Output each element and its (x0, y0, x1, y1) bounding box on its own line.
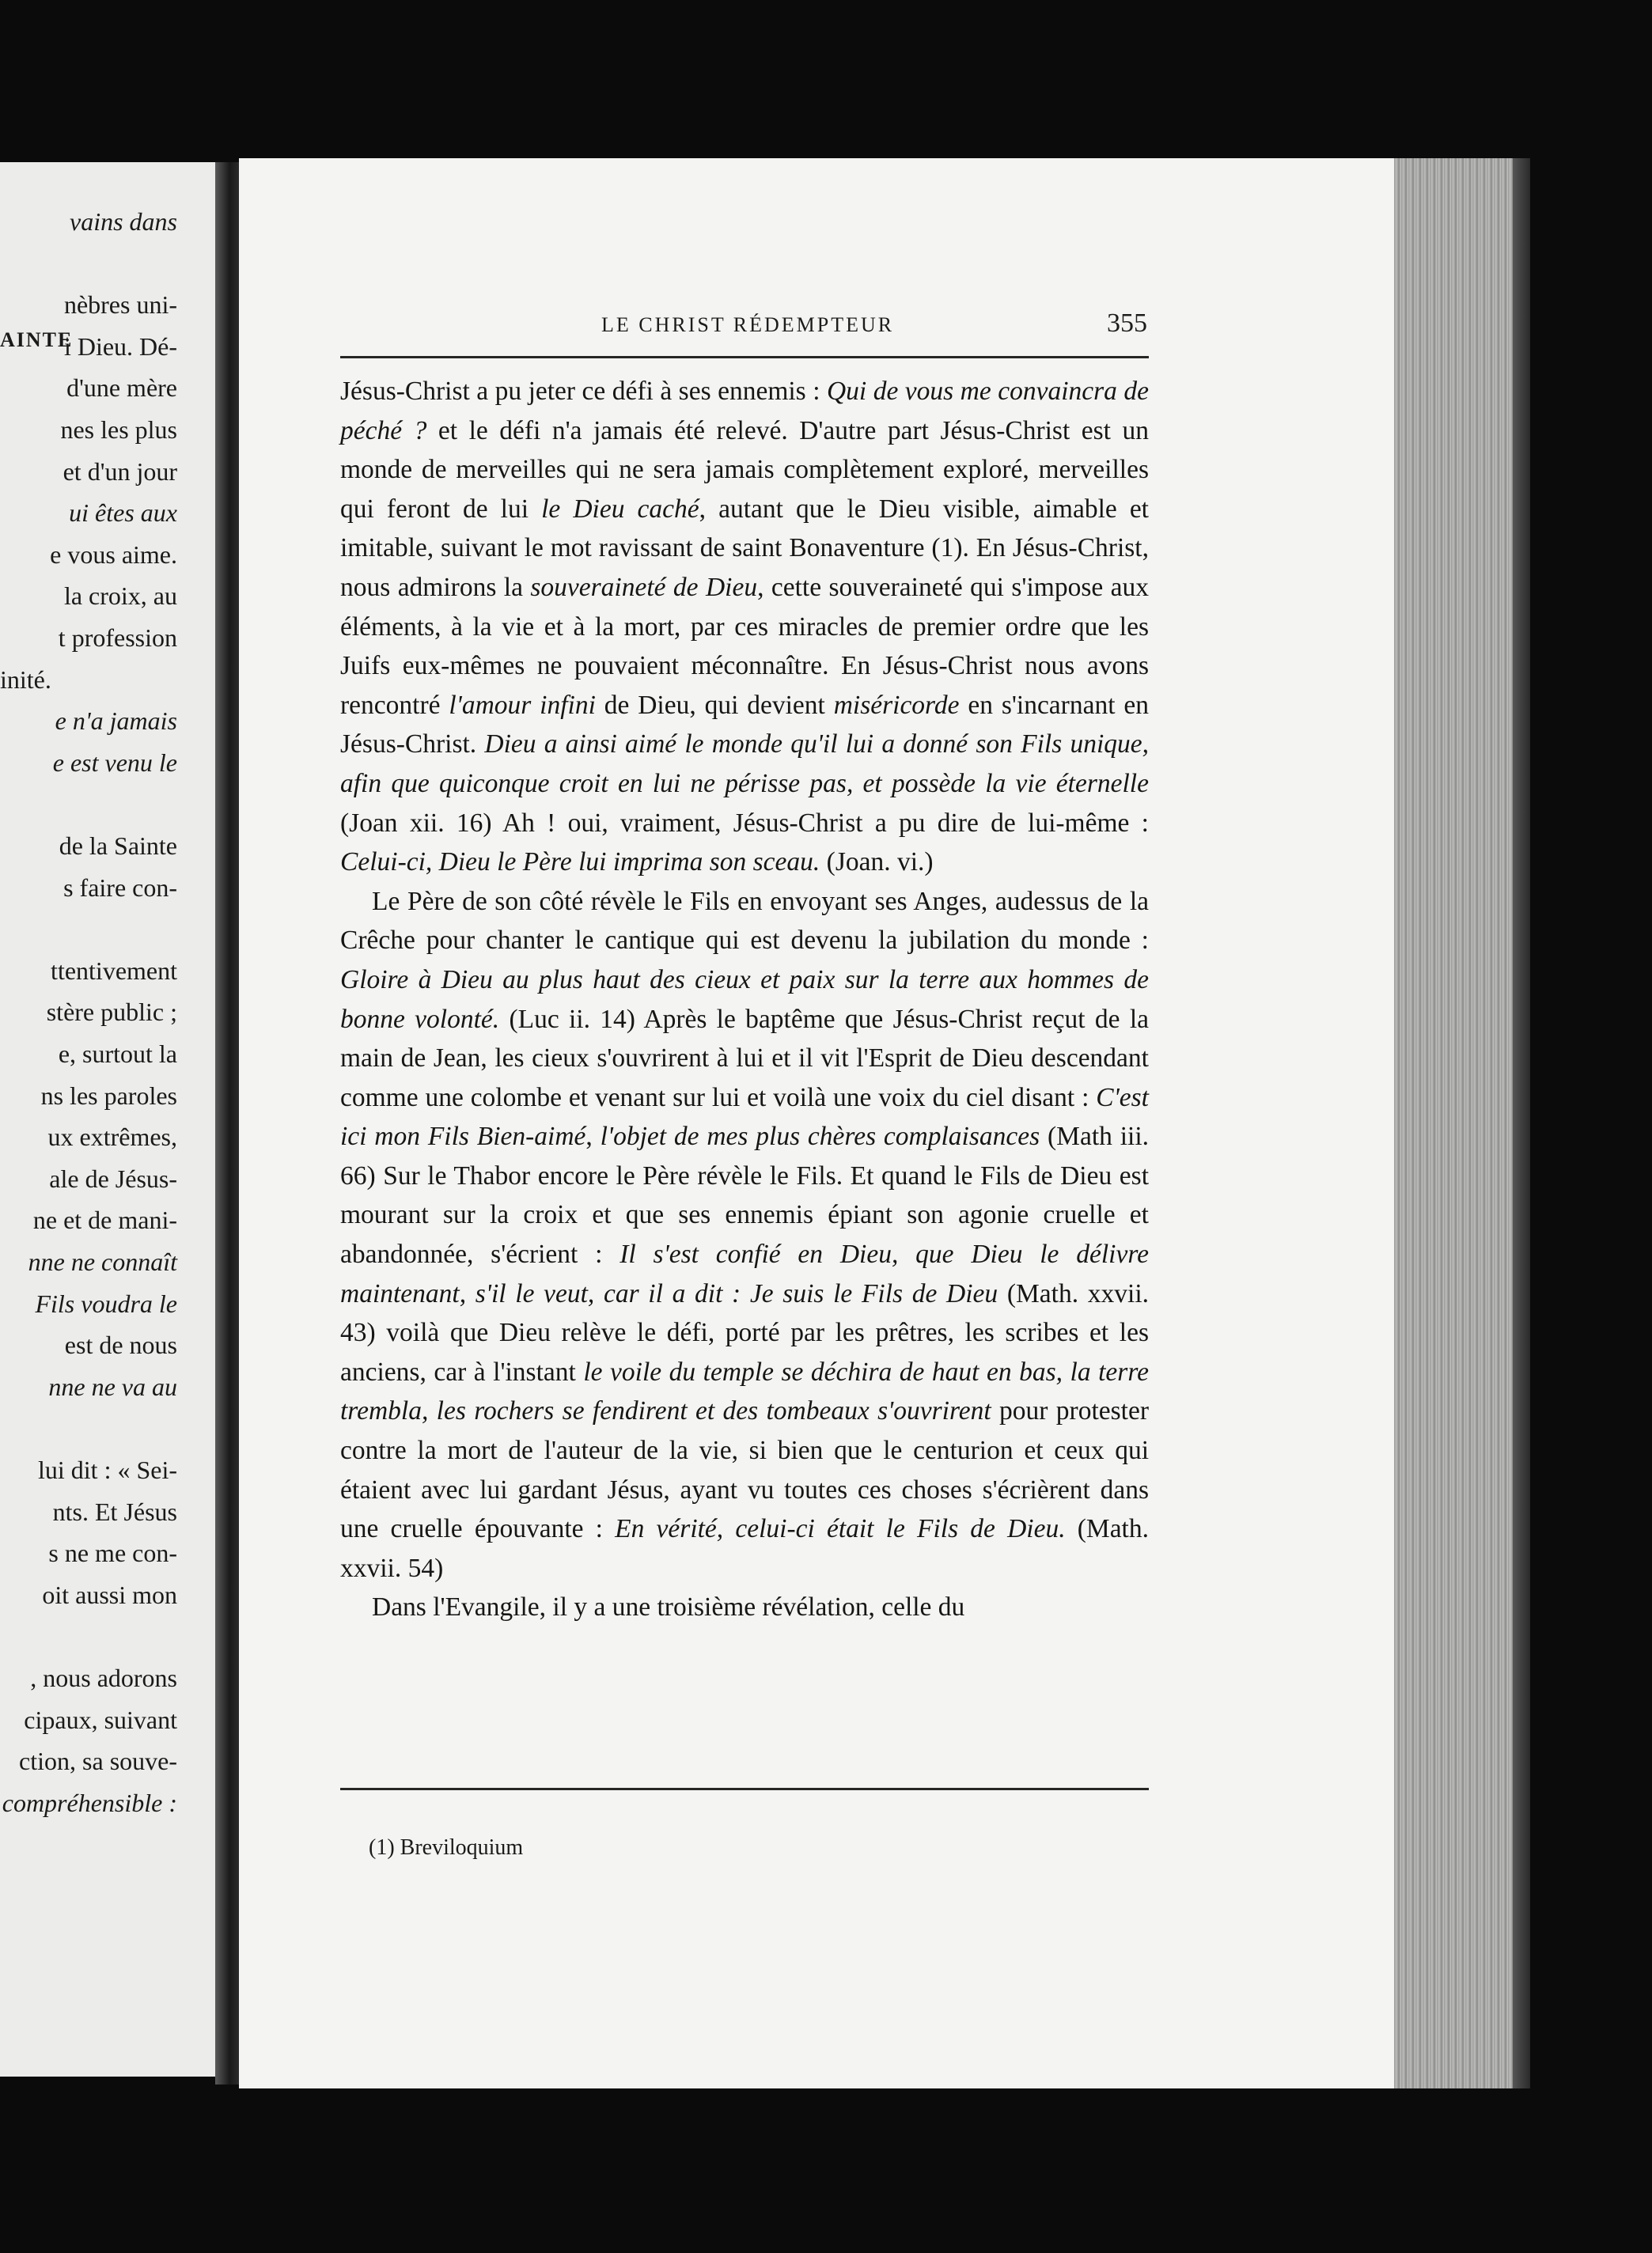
text-run: , autant que le Dieu visible, aimable et imitable, suivant le mot ravissant de saint Bonaventure (1). En Jésus-Christ, nous admirons la (340, 494, 1149, 602)
text-run: Le Père de son côté révèle le Fils en envoyant ses Anges, audessus de la Crêche pour chanter le cantique qui est devenu la jubilation du monde : (340, 886, 1149, 956)
paragraph (340, 882, 1149, 1588)
italic-text: Dieu a ainsi aimé le monde qu'il lui a donné son Fils unique, afin que quiconque croit en lui ne périsse pas, et possède la vie éternelle (340, 729, 1149, 798)
text-run: et le défi n'a jamais été relevé. D'autre part Jésus-Christ est un monde de merveilles qui ne sera jamais complètement exploré, merveilles qui feront de lui (340, 415, 1149, 524)
left-page-line: et d'un jour (63, 456, 177, 486)
book-gutter (215, 162, 239, 2084)
italic-text: l'objet de mes plus chères complaisances (600, 1122, 1040, 1152)
page-edges-shadow (1513, 158, 1530, 2088)
left-page-line: ction, sa souve- (19, 1747, 177, 1776)
italic-text: Il s'est confié en Dieu, que Dieu le délivre maintenant, s'il le veut, car il a dit : Je suis le Fils de Dieu (340, 1240, 1149, 1308)
italic-text: miséricorde (833, 690, 960, 720)
text-run: (Math. xxvii. 54) (340, 1514, 1149, 1583)
left-page-line: e vous aime. (50, 540, 177, 569)
left-page (0, 162, 215, 2077)
left-page-line: nne ne connaît (28, 1248, 177, 1276)
left-page-line: nne ne va au (48, 1372, 177, 1401)
left-page-line: Fils voudra le (35, 1289, 177, 1318)
left-page-line: ttentivement (51, 956, 177, 985)
left-page-line: ux extrêmes, (47, 1123, 177, 1152)
text-run: (Math iii. 66) Sur le Thabor encore le Père révèle le Fils. Et quand le Fils de Dieu est mourant sur la croix et que ses ennemis épiant son agonie cruelle et abandonnée, s'écrient : (340, 1122, 1149, 1270)
left-page-line: lui dit : « Sei- (38, 1456, 177, 1484)
left-page-line: t profession (58, 623, 177, 652)
running-head-title: LE CHRIST RÉDEMPTEUR (601, 313, 895, 336)
running-head (340, 309, 1147, 348)
italic-text: souveraineté de Dieu (530, 572, 758, 602)
paragraph (340, 372, 1149, 882)
page-number: 355 (1107, 309, 1147, 338)
left-page-line: est de nous (64, 1331, 177, 1360)
paragraph (340, 1588, 1149, 1627)
text-run: pour protester contre la mort de l'auteur de la vie, si bien que le centurion et ceux qui étaient avec lui gardant Jésus, ayant vu toutes ces choses s'écrièrent dans une cruelle épouvante : (340, 1396, 1149, 1544)
text-run: (Luc ii. 14) Après le baptême que Jésus-Christ reçut de la main de Jean, les cieux s'ouvrirent à lui et il vit l'Esprit de Dieu descendant comme une colombe et venant sur lui et voilà une voix du ciel disant : (340, 1004, 1149, 1112)
left-page-line: i Dieu. Dé- (63, 331, 177, 361)
left-page-line: vains dans (70, 207, 177, 236)
left-page-line: s faire con- (63, 873, 177, 902)
body-text (340, 372, 1149, 1627)
footnote: (1) Breviloquium (369, 1835, 524, 1860)
italic-text: le Dieu caché (541, 494, 699, 524)
italic-text: C'est ici mon Fils Bien-aimé (340, 1082, 1149, 1152)
text-run: Jésus-Christ a pu jeter ce défi à ses ennemis : (340, 377, 827, 406)
left-page-line: s ne me con- (48, 1539, 177, 1568)
italic-text: le voile du temple se déchira de haut en bas, la terre trembla, les rochers se fendirent et des tombeaux s'ouvrirent (340, 1357, 1150, 1426)
left-page-line: ne et de mani- (32, 1206, 177, 1235)
left-page-line: ale de Jésus- (49, 1164, 177, 1193)
text-run: de Dieu, qui devient (595, 690, 834, 720)
left-page-line: compréhensible : (2, 1788, 177, 1817)
footnote-rule (340, 1788, 1149, 1790)
text-run: (Joan. vi.) (820, 847, 934, 877)
text-run: , cette souveraineté qui s'impose aux éléments, à la vie et à la mort, par ces miracles de premier ordre que les Juifs eux-mêmes ne pouvaient méconnaître. En Jésus-Christ nous avons rencontré (340, 572, 1150, 720)
left-page-line: oit aussi mon (42, 1580, 177, 1609)
left-page-line: stère public ; (46, 998, 177, 1027)
italic-text: Qui de vous me convaincra de péché ? (340, 377, 1150, 445)
left-page-line: , nous adorons (30, 1664, 177, 1692)
left-page-line: ui êtes aux (69, 498, 177, 528)
text-run: (Joan xii. 16) Ah ! oui, vraiment, Jésus-Christ a pu dire de lui-même : (340, 808, 1149, 838)
text-run: , (585, 1122, 601, 1152)
left-page-line: d'une mère (66, 373, 177, 403)
text-run: (Math. xxvii. 43) voilà que Dieu relève le défi, porté par les prêtres, les scribes et les anciens, car à l'instant (340, 1278, 1150, 1387)
left-page-line: e, surtout la (58, 1039, 177, 1068)
left-page-line: la croix, au (63, 581, 177, 611)
page-edges (1394, 158, 1513, 2088)
text-run: Dans l'Evangile, il y a une troisième révélation, celle du (372, 1592, 965, 1623)
left-page-line: e n'a jamais (55, 706, 177, 736)
left-page-line: nts. Et Jésus (52, 1497, 177, 1526)
italic-text: Gloire à Dieu au plus haut des cieux et paix sur la terre aux hommes de bonne volonté. (340, 964, 1149, 1034)
italic-text: En vérité, celui-ci était le Fils de Dieu. (615, 1514, 1066, 1544)
left-page-line: e est venu le (52, 748, 177, 777)
left-page-line: inité. (0, 665, 51, 694)
italic-text: Celui-ci, Dieu le Père lui imprima son sceau. (340, 847, 820, 877)
text-run: en s'incarnant en Jésus-Christ. (340, 690, 1149, 759)
left-page-header: AINTE (0, 328, 74, 351)
italic-text: l'amour infini (449, 690, 596, 720)
left-page-line: nèbres uni- (63, 290, 177, 320)
left-page-line: nes les plus (60, 415, 177, 444)
left-page-line: ns les paroles (40, 1081, 177, 1110)
header-rule (340, 356, 1149, 358)
left-page-line: cipaux, suivant (24, 1705, 177, 1734)
left-page-line: de la Sainte (59, 831, 177, 860)
